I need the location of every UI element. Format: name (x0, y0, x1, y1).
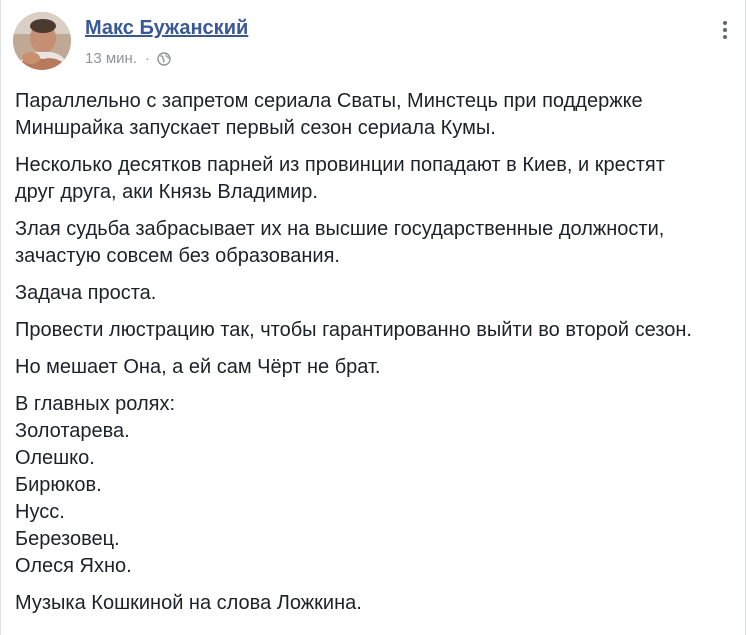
author-name-link[interactable]: Макс Бужанский (85, 17, 249, 39)
post-line: Миншрайка запускает первый сезон сериала Кумы. (15, 117, 496, 139)
cast-item: Березовец. (15, 528, 120, 550)
post-paragraph (15, 216, 735, 270)
globe-icon[interactable] (157, 52, 171, 66)
post-paragraph (15, 88, 735, 142)
cast-list (15, 391, 735, 580)
post-paragraph (15, 152, 735, 206)
post-timestamp[interactable]: 13 мин. (85, 50, 137, 67)
meta-separator: · (145, 50, 150, 67)
post-paragraph: Но мешает Она, а ей сам Чёрт не брат. (15, 356, 381, 378)
post-paragraph: Музыка Кошкиной на слова Ложкина. (15, 592, 362, 614)
post-line: друг друга, аки Князь Владимир. (15, 181, 318, 203)
cast-item: Олешко. (15, 447, 95, 469)
post-line: Злая судьба забрасывает их на высшие государственные должности, (15, 218, 665, 240)
post-paragraph: Провести люстрацию так, чтобы гарантированно выйти во второй сезон. (15, 319, 692, 341)
cast-heading: В главных ролях: (15, 393, 176, 415)
more-vertical-icon[interactable] (717, 18, 733, 42)
avatar-photo (13, 12, 71, 70)
cast-item: Золотарева. (15, 420, 130, 442)
cast-item: Бирюков. (15, 474, 102, 496)
post-line: Несколько десятков парней из провинции попадают в Киев, и крестят (15, 154, 665, 176)
post-header (13, 12, 733, 76)
cast-item: Нусс. (15, 501, 65, 523)
post-body (15, 88, 735, 627)
cast-item: Олеся Яхно. (15, 555, 132, 577)
post-line: зачастую совсем без образования. (15, 245, 340, 267)
post-line: Параллельно с запретом сериала Сваты, Минстець при поддержке (15, 90, 643, 112)
post-paragraph: Задача проста. (15, 282, 157, 304)
avatar[interactable] (13, 12, 71, 70)
post-meta (85, 50, 171, 67)
